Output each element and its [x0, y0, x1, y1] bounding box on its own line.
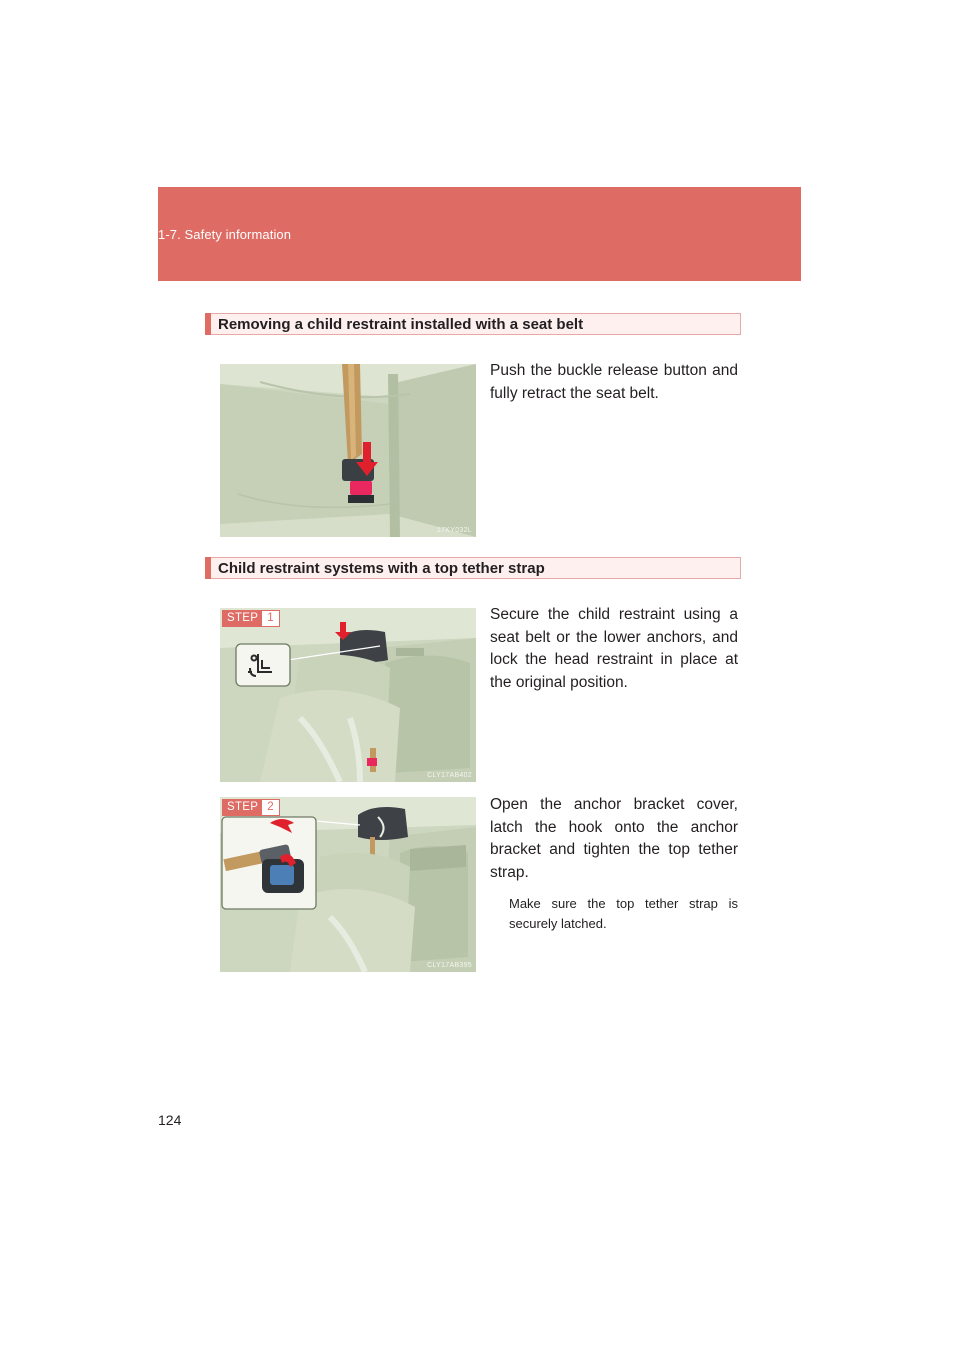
section-breadcrumb: 1-7. Safety information [158, 227, 292, 242]
step-number: 1 [267, 612, 274, 624]
step-label: STEP [223, 800, 262, 815]
heading-top-tether [205, 557, 741, 579]
figure-code: CLY17AB402 [427, 772, 472, 779]
section-heading: Removing a child restraint installed with a seat belt [218, 316, 584, 333]
figure-step-1 [220, 608, 476, 782]
page-header [158, 187, 801, 281]
instruction-step-1: Secure the child restraint using a seat belt or the lower anchors, and lock the head restraint in place at the original position. [490, 606, 738, 691]
figure-buckle-release [220, 364, 476, 537]
figure-step-2 [220, 797, 476, 972]
page-number: 124 [158, 1112, 182, 1128]
figure-code: CLY17AB395 [427, 962, 472, 969]
heading-removing-child-restraint [205, 313, 741, 335]
step-2-badge [222, 799, 280, 816]
instruction-step-2: Open the anchor bracket cover, latch the hook onto the anchor bracket and tighten the top tether strap. [490, 796, 738, 881]
step-1-badge [222, 610, 280, 627]
step-number: 2 [267, 801, 274, 813]
note-step-2: Make sure the top tether strap is securely latched. [509, 896, 738, 931]
step-label: STEP [223, 611, 262, 626]
section-heading: Child restraint systems with a top tether strap [218, 560, 545, 577]
figure-code: 17KY032L [436, 527, 472, 534]
instruction-buckle-release: Push the buckle release button and fully retract the seat belt. [490, 362, 738, 402]
